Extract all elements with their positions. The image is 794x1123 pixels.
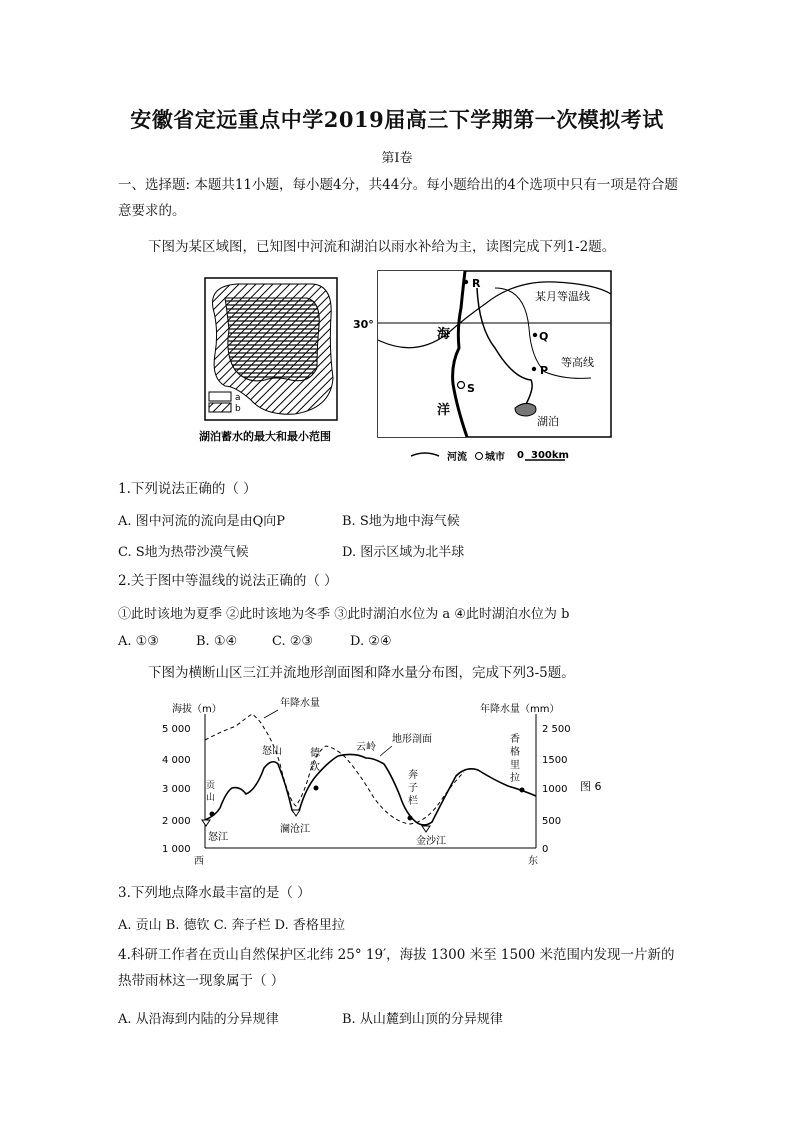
label-precip: 年降水量: [280, 698, 320, 709]
passage-1: 下图为某区域图，已知图中河流和湖泊以雨水补给为主，读图完成下列1-2题。: [148, 239, 616, 255]
left-tick-4: 1 000: [162, 844, 191, 855]
q4-option-a[interactable]: A. 从沿海到内陆的分异规律: [118, 1012, 279, 1027]
figure-number: 图 6: [580, 780, 602, 793]
right-tick-2: 1000: [542, 784, 568, 795]
legend-city: 城市: [485, 452, 505, 463]
question-2-stem: 2.关于图中等温线的说法正确的（ ）: [118, 573, 338, 589]
point-r: [464, 280, 468, 284]
deqin-dot: [314, 786, 319, 791]
label-east: 东: [528, 856, 538, 867]
left-tick-2: 3 000: [162, 784, 191, 795]
label-shangrila-1: 香: [510, 734, 520, 745]
lat-label: 30°: [353, 318, 374, 331]
q3-options[interactable]: A. 贡山 B. 德钦 C. 奔子栏 D. 香格里拉: [118, 918, 345, 933]
q1-option-c[interactable]: C. S地为热带沙漠气候: [118, 545, 249, 560]
gongshan-dot: [210, 812, 215, 817]
label-jinshajiang: 金沙江: [416, 836, 446, 847]
label-west: 西: [194, 856, 204, 867]
left-ticks: [162, 724, 191, 855]
label-shangrila-3: 里: [510, 760, 520, 771]
scale-zero: 0: [517, 450, 524, 461]
right-tick-0: 2 500: [542, 724, 571, 735]
volume-label: 第Ⅰ卷: [381, 151, 413, 166]
q2-option-c[interactable]: C. ②③: [272, 634, 314, 649]
question-1-stem: 1.下列说法正确的（ ）: [118, 481, 257, 497]
label-p: P: [540, 364, 549, 377]
question-3-stem: 3.下列地点降水最丰富的是（ ）: [118, 885, 311, 901]
q1-option-a[interactable]: A. 图中河流的流向是由Q向P: [118, 514, 286, 529]
label-nushan: 怒山: [262, 746, 282, 757]
label-benzilan-1: 奔: [408, 770, 418, 781]
label-gongshan-1: 贡: [206, 781, 216, 791]
label-lancangjiang: 澜沧江: [280, 824, 310, 835]
label-q: Q: [539, 330, 549, 343]
map-legend: [411, 450, 569, 463]
q1-option-d[interactable]: D. 图示区域为北半球: [342, 545, 465, 560]
figure-2-profile-chart: [160, 692, 630, 874]
page-title: 安徽省定远重点中学2019届高三下学期第一次模拟考试: [130, 107, 664, 132]
left-tick-0: 5 000: [162, 724, 191, 735]
lake-panel-caption: 湖泊蓄水的最大和最小范围: [199, 430, 331, 443]
sea-label-2: 洋: [437, 403, 451, 418]
isotherm-label: 某月等温线: [535, 290, 590, 303]
lake-area-a: [225, 298, 319, 381]
right-tick-1: 1500: [542, 755, 568, 766]
ocean-area: [378, 271, 467, 437]
scale-distance: 300km: [531, 450, 569, 461]
q2-option-b[interactable]: B. ①④: [196, 634, 238, 649]
right-tick-4: 0: [542, 844, 549, 855]
label-benzilan-2: 子: [408, 783, 418, 794]
terrain-profile-line: [205, 754, 536, 825]
q2-statements: ①此时该地为夏季 ②此时该地为冬季 ③此时湖泊水位为 a ④此时湖泊水位为 b: [118, 607, 570, 622]
q2-option-a[interactable]: A. ①③: [118, 634, 159, 649]
section-intro: 一、选择题: 本题共11小题，每小题4分，共44分。每小题给出的4个选项中只有一项是符合题意要求的。: [118, 177, 678, 219]
lake-shape: [515, 403, 536, 416]
label-profile: 地形剖面: [392, 734, 432, 745]
right-axis-title: 年降水量（mm）: [480, 704, 560, 715]
label-shangrila-2: 格: [510, 747, 520, 758]
q4-option-b[interactable]: B. 从山麓到山顶的分异规律: [342, 1012, 503, 1027]
sea-label-1: 海: [437, 327, 451, 342]
label-shangrila-4: 拉: [510, 773, 520, 784]
label-r: R: [472, 277, 481, 290]
left-axis-title: 海拔（m）: [172, 704, 222, 715]
figure-1-region-map: [195, 268, 625, 468]
left-tick-3: 2 000: [162, 816, 191, 827]
label-deqin-2: 钦: [310, 762, 320, 773]
lake-label: 湖泊: [537, 415, 559, 428]
label-deqin-1: 德: [310, 748, 320, 759]
benzilan-dot: [408, 816, 413, 821]
point-q: [533, 333, 537, 337]
question-4-stem: 4.科研工作者在贡山自然保护区北纬 25° 19′，海拔 1300 米至 1500 米范围内发现一片新的热带雨林这一现象属于（ ）: [118, 947, 675, 989]
q2-option-d[interactable]: D. ②④: [350, 634, 392, 649]
lake-range-panel: [205, 278, 337, 420]
city-s: [458, 382, 465, 389]
right-tick-3: 500: [542, 816, 562, 827]
legend-a: a: [235, 393, 241, 403]
left-tick-1: 4 000: [162, 755, 191, 766]
contour-label: 等高线: [561, 356, 594, 369]
shangrila-dot: [520, 788, 525, 793]
right-ticks: [542, 724, 571, 855]
label-yunling: 云岭: [356, 742, 376, 753]
passage-2: 下图为横断山区三江并流地形剖面图和降水量分布图，完成下列3-5题。: [148, 665, 575, 681]
legend-river: 河流: [447, 452, 467, 463]
point-p: [532, 367, 536, 371]
label-s: S: [467, 382, 475, 395]
label-nujiang: 怒江: [208, 832, 228, 843]
label-benzilan-3: 栏: [408, 796, 418, 807]
region-map-panel: [353, 271, 611, 437]
precipitation-line: [205, 714, 464, 824]
label-gongshan-2: 山: [206, 793, 216, 803]
q1-option-b[interactable]: B. S地为地中海气候: [342, 514, 460, 529]
legend-b: b: [235, 404, 241, 414]
